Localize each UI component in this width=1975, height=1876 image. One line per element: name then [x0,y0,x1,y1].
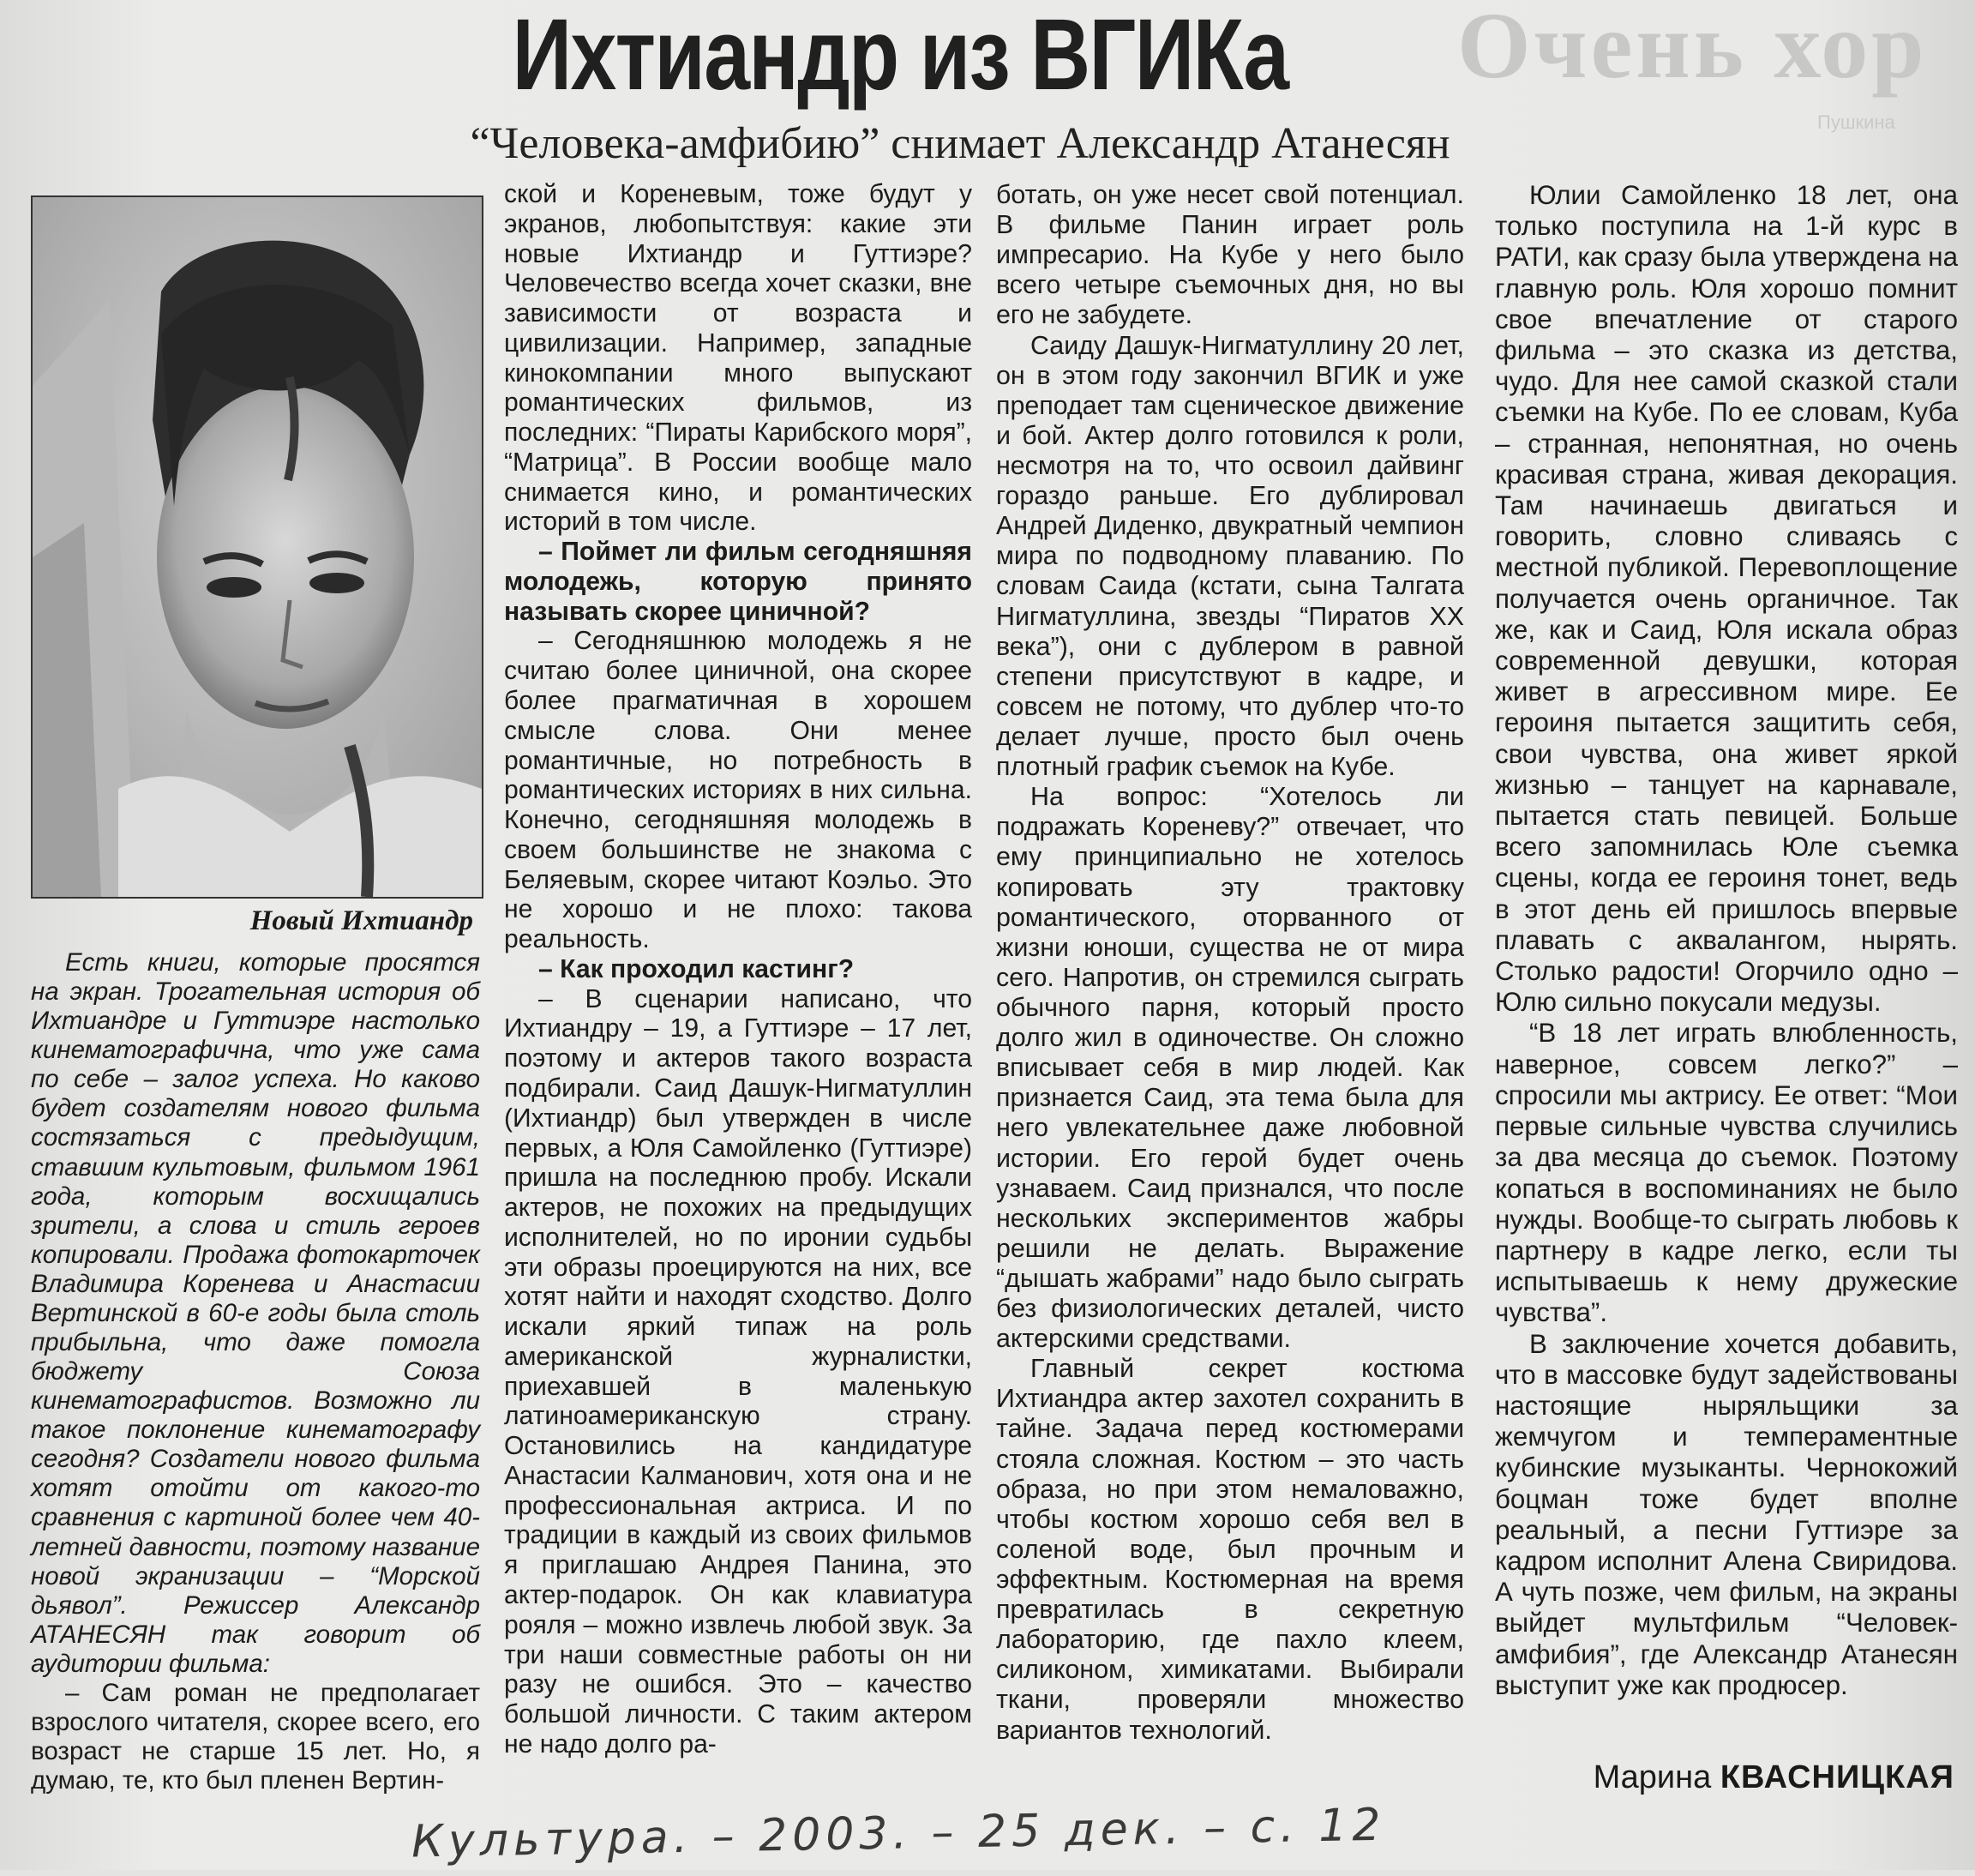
article-subheadline: “Человека-амфибию” снимает Александр Атанесян [470,119,1450,168]
column-1-paragraph: – Сам роман не предполагает взрослого читателя, скорее всего, его возраст не старше 15 лет. Но, я думаю, те, кто был пленен Вертин- [31,1678,480,1795]
article-column-2 [504,180,972,1760]
interview-question: – Поймет ли фильм сегодняшняя молодежь, которую принято называть скорее циничной? [504,538,972,626]
author-last-name: КВАСНИЦКАЯ [1720,1759,1954,1795]
actor-portrait-illustration [33,197,482,897]
bleed-through-headline: Очень хор [1457,0,1928,98]
article-headline: Ихтиандр из ВГИКа [512,0,1288,111]
column-3-paragraph: Главный секрет костюма Ихтиандра актер захотел сохранить в тайне. Задача перед костюмерами стояла сложная. Костюм – это часть образа, но при этом немаловажно, чтобы костюм хорошо себя вел в соленой воде, был прочным и эффектным. Костюмерная на время превратилась в секретную лабораторию, где пахло клеем, силиконом, химикатами. Выбирали ткани, проверяли множество вариантов технологий. [996,1354,1464,1745]
column-3-paragraph: На вопрос: “Хотелось ли подражать Кореневу?” отвечает, что ему принципиально не хотелось копировать эту трактовку романтического, оторванного от жизни юноши, существа не от мира сего. Напротив, он стремился сыграть обычного парня, который просто долго жил в одиночестве. Он сложно вписывает себя в мир людей. Как признается Саид, эта тема была для него увлекательнее даже любовной истории. Его герой будет очень узнаваем. Саид признался, что после нескольких экспериментов жабры решили не делать. Выражение “дышать жабрами” надо было сыграть без физиологических деталей, чисто актерскими средствами. [996,782,1464,1354]
column-3-paragraph: Саиду Дашук-Нигматуллину 20 лет, он в этом году закончил ВГИК и уже преподает там сценическое движение и бой. Актер долго готовился к роли, несмотря на то, что освоил дайвинг гораздо раньше. Его дублировал Андрей Диденко, двукратный чемпион мира по подводному плаванию. По словам Саида (кстати, сына Талгата Нигматуллина, звезды “Пиратов ХХ века”), они с дублером в равной степени присутствуют в кадре, и совсем не потому, что дублер что-то делает лучше, просто был очень плотный график съемок на Кубе. [996,330,1464,782]
author-byline [1560,1756,1954,1799]
bleed-through-text: Пушкина [1817,111,1895,133]
handwritten-source-note: Культура. – 2003. – 25 дек. – с. 12 [411,1799,1386,1868]
interview-question: – Как проходил кастинг? [538,954,855,983]
column-2-paragraph: – В сценарии написано, что Ихтиандру – 19, а Гуттиэре – 17 лет, поэтому и актеров такого возраста подбирали. Саид Дашук-Нигматуллин (Ихтиандр) был утвержден в числе первых, а Юля Самойленко (Гуттиэре) пришла на последнюю пробу. Искали актеров, не похожих на предыдущих исполнителей, но по иронии судьбы эти образы проецируются на них, все хотят найти и находят сходство. Долго искали яркий типаж на роль американской журналистки, приехавшей в маленькую латиноамериканскую страну. Остановились на кандидатуре Анастасии Калманович, хотя она и не профессиональная актриса. И по традиции в каждый из своих фильмов я приглашаю Андрея Панина, это актер-подарок. Он как клавиатура рояля – можно извлечь любой звук. За три наши совместные работы он ни разу не ошибся. Это – качество большой личности. С таким актером не надо долго ра- [504,984,972,1759]
actor-photo [31,195,483,899]
article-column-3 [996,180,1464,1746]
article-column-4 [1495,180,1958,1701]
column-3-paragraph: ботать, он уже несет свой потенциал. В фильме Панин играет роль импресарио. На Кубе у него было всего четыре съемочных дня, но вы его не забудете. [996,180,1464,330]
column-4-paragraph: “В 18 лет играть влюбленность, наверное, совсем легко?” – спросили мы актрису. Ее ответ: “Мои первые сильные чувства случились за два месяца до съемок. Поэтому копаться в воспоминаниях не было нужды. Вообще-то сыграть любовь к партнеру в кадре легко, если ты испытываешь к нему дружеские чувства”. [1495,1018,1958,1328]
photo-caption: Новый Ихтиандр [249,905,473,936]
column-4-paragraph: В заключение хочется добавить, что в массовке будут задействованы настоящие ныряльщики за жемчугом и темпераментные кубинские музыканты. Чернокожий боцман тоже будет вполне реальный, а песни Гуттиэре за кадром исполнит Алена Свиридова. А чуть позже, чем фильм, на экраны выйдет мультфильм “Человек-амфибия”, где Александр Атанесян выступит уже как продюсер. [1495,1328,1958,1700]
column-1-paragraph: Есть книги, которые просятся на экран. Трогательная история об Ихтиандре и Гуттиэре настолько кинематографична, что уже сама по себе – залог успеха. Но каково будет создателям нового фильма состязаться с предыдущим, ставшим культовым, фильмом 1961 года, которым восхищались зрители, а слова и стиль героев копировали. Продажа фотокарточек Владимира Коренева и Анастасии Вертинской в 60-е годы была столь прибыльна, что даже помогла бюджету Союза кинематографистов. Возможно ли такое поклонение кинематографу сегодня? Создатели нового фильма хотят отойти от какого-то сравнения с картиной более чем 40-летней давности, поэтому название новой экранизации – “Морской дьявол”. Режиссер Александр АТАНЕСЯН так говорит об аудитории фильма: [31,948,480,1678]
column-2-paragraph: ской и Кореневым, тоже будут у экранов, любопытствуя: какие эти новые Ихтиандр и Гуттиэре? Человечество всегда хочет сказки, вне зависимости от возраста и цивилизации. Например, западные кинокомпании много выпускают романтических фильмов, из последних: “Пираты Карибского моря”, “Матрица”. В России вообще мало снимается кино, и романтических историй в том числе. [504,180,972,537]
column-4-paragraph: Юлии Самойленко 18 лет, она только поступила на 1-й курс в РАТИ, как сразу была утверждена на главную роль. Юля хорошо помнит свое впечатление от старого фильма – это сказка из детства, чудо. Для нее самой сказкой стали съемки на Кубе. По ее словам, Куба – странная, непонятная, но очень красивая страна, живая декорация. Там начинаешь двигаться и говорить, словно сливаясь с местной публикой. Перевоплощение получается очень органичное. Так же, как и Саид, Юля искала образ современной девушки, которая живет в агрессивном мире. Ее героиня пытается защитить себя, свои чувства, она живет яркой жизнью – танцует на карнавале, пытается стать певицей. Больше всего запомнилась Юле съемка сцены, когда ее героиня тонет, ведь в этот день ей пришлось впервые плавать с аквалангом, нырять. Столько радости! Огорчило одно – Юлю сильно покусали медузы. [1495,180,1958,1018]
column-2-paragraph: – Сегодняшнюю молодежь я не считаю более циничной, она скорее более прагматичная в хорошем смысле слова. Они менее романтичные, но потребность в романтических историях в них сильна. Конечно, сегодняшняя молодежь в своем большинстве не знакома с Беляевым, скорее читают Коэльо. Это не хорошо и не плохо: такова реальность. [504,627,972,954]
author-first-name: Марина [1593,1759,1712,1795]
article-column-1 [31,948,480,1795]
